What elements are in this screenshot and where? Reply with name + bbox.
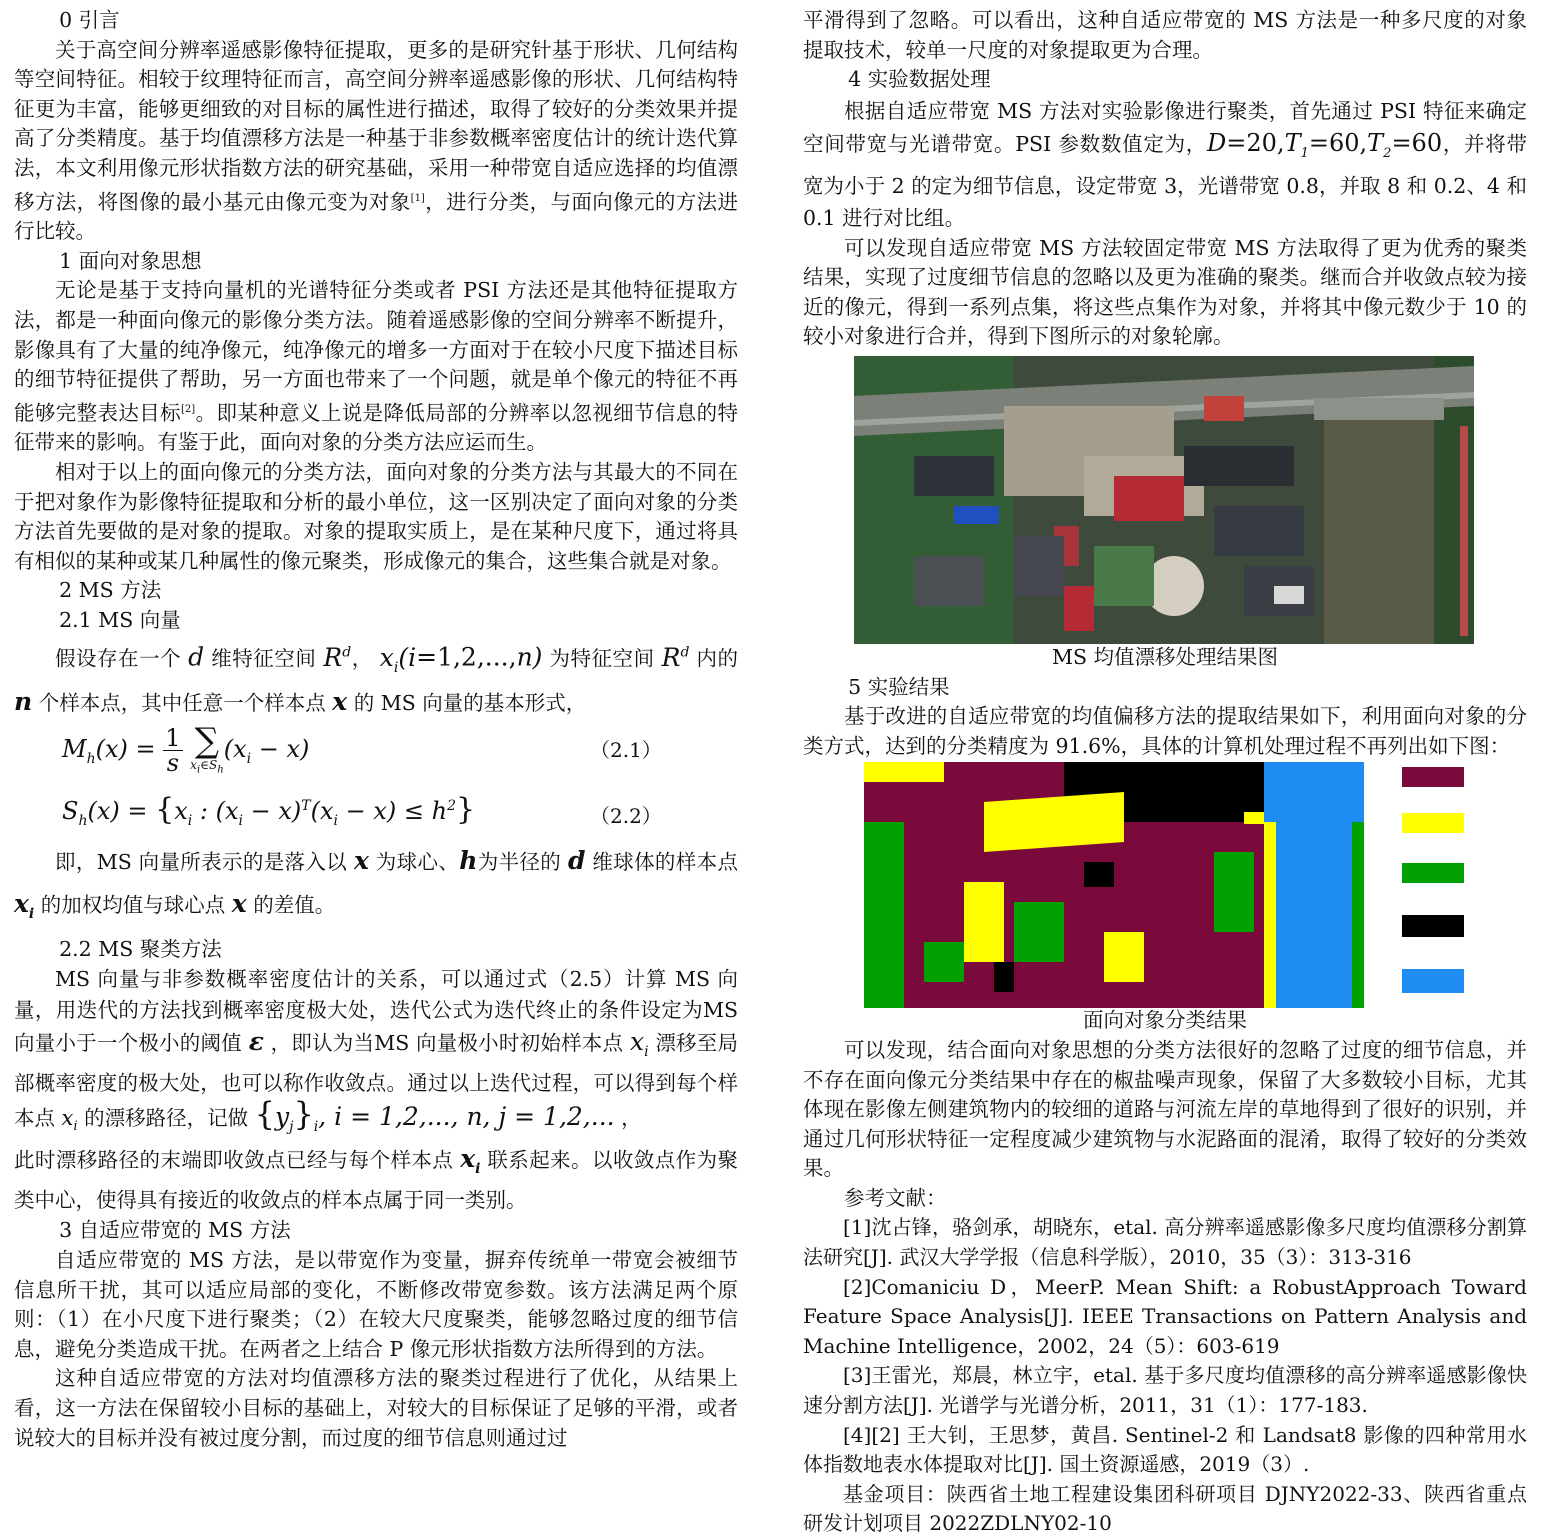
fig2-green-left [864,822,904,1008]
equation-2-2: $S_h(x) = \{x_i$ : $(x_i - x)^T(x_i - x) \le h^2$} （2.2） [62,791,662,829]
fig1-building-dark-1 [1184,446,1294,486]
paragraph-object-1: 无论是基于支持向量机的光谱特征分类或者 PSI 方法还是其他特征提取方法，都是一种面向像元的影像分类方法。随着遥感影像的空间分辨率不断提升，影像具有了大量的纯净像元，纯净像元的增多一方面对于在较小尺度下描述目标的细节特征提供了帮助，另一方面也带来了一个问题，就是单个像元的特征不再能够完整表达目标[2]。即某种意义上说是降低局部的分辨率以忽视细节信息的特征带来的影响。有鉴于此，面向对象的分类方法应运而生。 [14,278,739,455]
fig2-black-patch-2 [994,962,1014,992]
fig2-yellow-road [984,792,1124,852]
paragraph-result-2: 可以发现，结合面向对象思想的分类方法很好的忽略了过度的细节信息，并不存在面向像元分类结果中存在的椒盐噪声现象，保留了大多数较小目标，尤其体现在影像左侧建筑物内的较细的道路与河流左岸的草地得到了很好的识别，并通过几何形状特征一定程度减少建筑物与水泥路面的混淆，取得了较好的分类效果。 [803,1037,1527,1181]
citation-1: [1] [410,192,425,204]
reference-2: [2]Comaniciu D，MeerP. Mean Shift: a RobustApproach Toward Feature Space Analysis[J]. IEEE Transactions on Pattern Analysis and Machine Intelligence，2002，24（5）：603-619 [803,1274,1527,1358]
fig1-building-dark-3 [914,456,994,496]
fig2-class-water [1264,762,1364,1008]
paragraph-intro: 关于高空间分辨率遥感影像特征提取，更多的是研究针基于形状、几何结构等空间特征。相较于纹理特征而言，高空间分辨率遥感影像的形状、几何结构特征更为丰富，能够更细致的对目标的属性进行描述，取得了较好的分类效果并提高了分类精度。基于均值漂移方法是一种基于非参数概率密度估计的统计迭代算法，本文利用像元形状指数方法的研究基础，采用一种带宽自适应选择的均值漂移方法，将图像的最小基元由像元变为对象[1]，进行分类，与面向像元的方法进行比较。 [14,37,739,244]
paragraph-adaptive-2: 这种自适应带宽的方法对均值漂移方法的聚类过程进行了优化，从结果上看，这一方法在保留较小目标的基础上，对较大的目标保证了足够的平滑，或者说较大的目标并没有被过度分割，而过度的细节信息则通过过 [14,1366,738,1450]
fig2-yellow-patch-1 [964,882,1004,962]
paragraph-adaptive-1: 自适应带宽的 MS 方法，是以带宽作为变量，摒弃传统单一带宽会被细节信息所干扰，其可以适应局部的变化，不断修改带宽参数。该方法满足两个原则：（1）在小尺度下进行聚类；（2）在较大尺度聚类，能够忽略过度的细节信息，避免分类造成干扰。在两者之上结合 P 像元形状指数方法所得到的方法。 [14,1247,738,1361]
fig1-building-blue [954,506,999,524]
fig1-building-red-1 [1114,476,1184,521]
reference-1: [1]沈占锋，骆剑承，胡晓东，etal. 高分辨率遥感影像多尺度均值漂移分割算法研究[J]. 武汉大学学报（信息科学版），2010，35（3）：313-316 [803,1215,1527,1270]
fig2-black-patch-1 [1084,862,1114,887]
section-heading-2-2: 2.2 MS 聚类方法 [59,936,222,961]
fig1-building-dark-2 [1214,506,1304,556]
references-title: 参考文献： [844,1185,947,1210]
paragraph-ms-meaning: 即，MS 向量所表示的是落入以 x 为球心、h为半径的 d 维球体的样本点 $x_i$ 的加权均值与球心点 x 的差值。 [14,845,738,922]
fig1-building-red-2 [1064,586,1094,631]
paragraph-experiment-2: 可以发现自适应带宽 MS 方法较固定带宽 MS 方法取得了更为优秀的聚类结果，实现了过度细节信息的忽略以及更为准确的聚类。继而合并收敛点较为接近的像元，得到一系列点集，将这些点集作为对象，并将其中像元数少于 10 的较小对象进行合并，得到下图所示的对象轮廓。 [803,235,1527,349]
fig2-green-patch-1 [1014,902,1064,962]
citation-2: [2] [181,403,196,415]
equation-2-1: $M_h(x)$ = $\frac{1}{s}$ ∑ $x_i\in S_h$ $(x_i - x)$ （2.1） [62,720,662,777]
figure-classification-caption: 面向对象分类结果 [1083,1008,1247,1033]
fig1-river [1324,416,1434,644]
fig1-building-dark-6 [914,556,984,606]
fig2-yellow-patch-2 [1104,932,1144,982]
paragraph-experiment-1: 根据自适应带宽 MS 方法对实验影像进行聚类，首先通过 PSI 特征来确定空间带宽与光谱带宽。PSI 参数数值定为，$D=20,T_1=60,T_2=60$，并将带宽为小于 2 的定为细节信息，设定带宽 3，光谱带宽 0.8，并取 8 和 0.2、4 和 0.1 进行对比组。 [803,98,1527,230]
paragraph-result-1: 基于改进的自适应带宽的均值偏移方法的提取结果如下，利用面向对象的分类方式，达到的分类精度为 91.6%，具体的计算机处理过程不再列出如下图： [803,704,1527,758]
paragraph-ms-vector: 假设存在一个 d 维特征空间 $R^d$， $x_i(i=1,2,...,n)$ 为特征空间 $R^d$ 内的 n 个样本点，其中任意一个样本点 x 的 MS 向量的基本形式， [14,642,739,716]
section-heading-2-1: 2.1 MS 向量 [59,607,181,632]
fig2-legend-swatch-2 [1402,813,1464,833]
figure-classification [864,762,1464,1008]
section-heading-5: 5 实验结果 [848,674,950,699]
right-column [803,6,1527,1539]
section-heading-4: 4 实验数据处理 [848,67,991,92]
fig2-green-right-bank [1352,822,1364,1008]
fig2-green-patch-2 [924,942,964,982]
fig1-building-dark-4 [1014,536,1064,596]
section-heading-1: 1 面向对象思想 [59,248,202,273]
fig2-legend-swatch-3 [1402,863,1464,883]
section-heading-0: 0 引言 [59,8,120,32]
fig2-green-patch-3 [1214,852,1254,932]
fig1-bridge [1314,398,1444,420]
fig2-yellow-top [864,762,944,782]
figure-ms-caption: MS 均值漂移处理结果图 [1051,644,1279,669]
paragraph-ms-cluster: MS 向量与非参数概率密度估计的关系，可以通过式（2.5）计算 MS 向量，用迭代的方法找到概率密度极大处，迭代公式为迭代终止的条件设定为MS 向量小于一个极小的阈值 ε ，即认为当MS 向量极小时初始样本点 $x_i$ 漂移至局部概率密度的极大处，也可以称作收敛点。通过以上迭代过程，可以得到每个样本点 $x_i$ 的漂移路径，记做 $\{y_j\}_i$, i = 1,2,..., n, j = 1,2,... ， 此时漂移路径的末端即收敛点已经与每个样本点 $x_i$ 联系起来。以收敛点作为聚类中心，使得具有接近的收敛点的样本点属于同一类别。 [14,967,738,1213]
section-heading-2: 2 MS 方法 [59,578,162,603]
reference-3: [3]王雷光，郑晨，林立宇，etal. 基于多尺度均值漂移的高分辨率遥感影像快速分割方法[J]. 光谱学与光谱分析，2011，31（1）：177-183. [803,1363,1527,1418]
paragraph-adaptive-3: 平滑得到了忽略。可以看出，这种自适应带宽的 MS 方法是一种多尺度的对象提取技术，较单一尺度的对象提取更为合理。 [803,8,1527,62]
funding-note: 基金项目：陕西省土地工程建设集团科研项目 DJNY2022-33、陕西省重点研发计划项目 2022ZDLNY02-10 [803,1481,1527,1536]
paragraph-object-2: 相对于以上的面向像元的分类方法，面向对象的分类方法与其最大的不同在于把对象作为影像特征提取和分析的最小单位，这一区别决定了面向对象的分类方法首先要做的是对象的提取。对象的提取实质上，是在某种尺度下，通过将具有相似的某种或某几种属性的像元聚类，形成像元的集合，这些集合就是对象。 [14,459,738,573]
fig1-building-light [1274,586,1304,604]
fig1-bank-red [1460,426,1468,636]
fig2-legend-swatch-5 [1402,969,1464,993]
fig2-legend-swatch-4 [1402,915,1464,937]
figure-ms-result [854,356,1474,644]
left-column [14,6,738,1453]
fig2-water-bank [1264,822,1276,1008]
fig1-green-patch [1094,546,1154,606]
fig1-building-red-3 [1204,396,1244,421]
section-heading-3: 3 自适应带宽的 MS 方法 [59,1218,291,1243]
reference-4: [4][2] 王大钊，王思梦，黄昌. Sentinel-2 和 Landsat8 影像的四种常用水体指数地表水体提取对比[J]. 国土资源遥感，2019（3）. [803,1422,1527,1477]
fig2-legend-swatch-1 [1402,767,1464,787]
